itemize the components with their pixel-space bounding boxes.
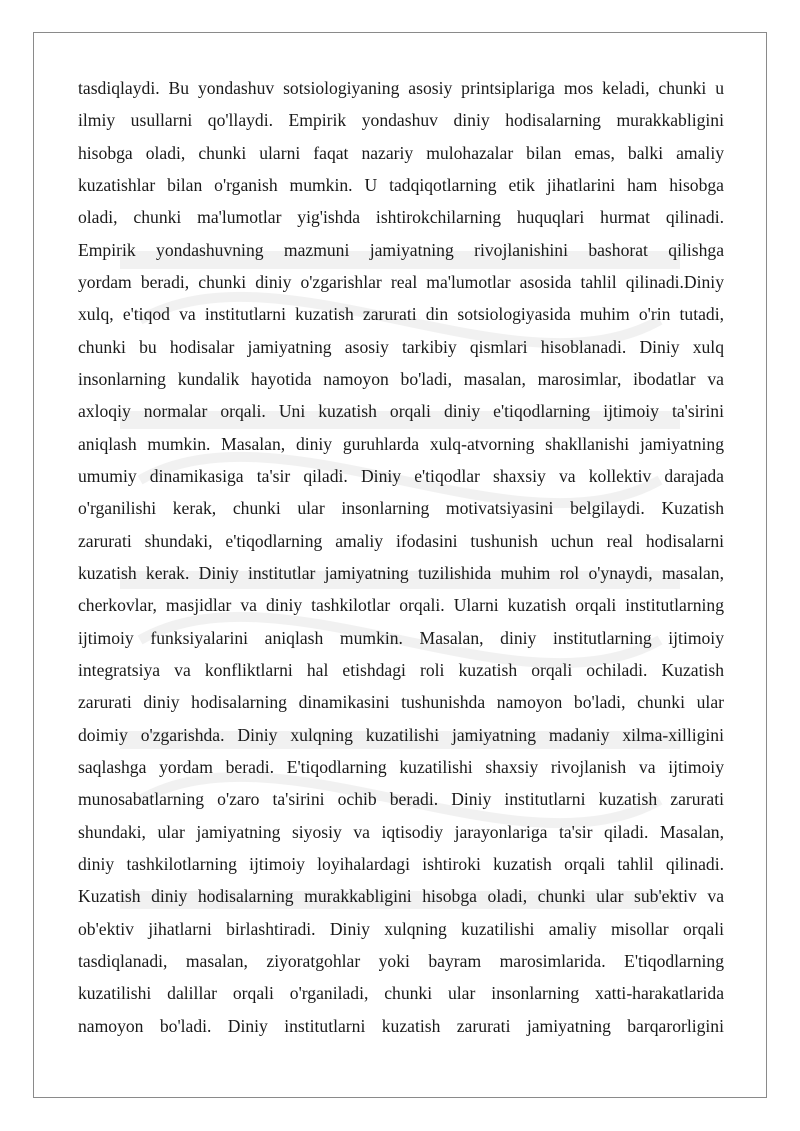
text-line: Empirik yondashuvning mazmuni jamiyatning rivojlanishini bashorat qilishga (78, 239, 724, 260)
document-body (78, 72, 724, 1042)
text-line: kuzatilishi dalillar orqali o'rganiladi, chunki ular insonlarning xatti-harakatlarida (78, 983, 724, 1004)
text-line: diniy tashkilotlarning ijtimoiy loyihalardagi ishtiroki kuzatish orqali tahlil qilinadi. (78, 853, 724, 874)
text-line: zarurati shundaki, e'tiqodlarning amaliy ifodasini tushunish uchun real hodisalarni (78, 530, 724, 551)
text-line: yordam beradi, chunki diniy o'zgarishlar real ma'lumotlar asosida tahlil qilinadi.Diniy (78, 271, 724, 292)
text-line: oladi, chunki ma'lumotlar yig'ishda ishtirokchilarning huquqlari hurmat qilinadi. (78, 207, 724, 228)
text-line: munosabatlarning o'zaro ta'sirini ochib beradi. Diniy institutlarni kuzatish zarurati (78, 789, 724, 810)
text-line: o'rganilishi kerak, chunki ular insonlarning motivatsiyasini belgilaydi. Kuzatish (78, 498, 724, 519)
text-line: tasdiqlaydi. Bu yondashuv sotsiologiyaning asosiy printsiplariga mos keladi, chunki u (78, 78, 724, 98)
text-line: shundaki, ular jamiyatning siyosiy va iqtisodiy jarayonlariga ta'sir qiladi. Masalan, (78, 821, 724, 842)
text-line: kuzatishlar bilan o'rganish mumkin. U tadqiqotlarning etik jihatlarini ham hisobga (78, 174, 724, 195)
text-line: hisobga oladi, chunki ularni faqat nazariy mulohazalar bilan emas, balki amaliy (78, 142, 724, 163)
text-line: zarurati diniy hodisalarning dinamikasini tushunishda namoyon bo'ladi, chunki ular (78, 692, 724, 713)
text-line: cherkovlar, masjidlar va diniy tashkilotlar orqali. Ularni kuzatish orqali institutlarning (78, 595, 724, 616)
text-line: ilmiy usullarni qo'llaydi. Empirik yondashuv diniy hodisalarning murakkabligini (78, 110, 724, 131)
text-line: integratsiya va konfliktlarni hal etishdagi roli kuzatish orqali ochiladi. Kuzatish (78, 659, 724, 680)
text-line: axloqiy normalar orqali. Uni kuzatish orqali diniy e'tiqodlarning ijtimoiy ta'sirini (78, 401, 724, 422)
text-line: chunki bu hodisalar jamiyatning asosiy tarkibiy qismlari hisoblanadi. Diniy xulq (78, 336, 724, 357)
text-line: doimiy o'zgarishda. Diniy xulqning kuzatilishi jamiyatning madaniy xilma-xilligini (78, 724, 724, 745)
text-line: tasdiqlanadi, masalan, ziyoratgohlar yoki bayram marosimlarida. E'tiqodlarning (78, 950, 724, 971)
text-line: aniqlash mumkin. Masalan, diniy guruhlarda xulq-atvorning shakllanishi jamiyatning (78, 433, 724, 454)
text-line: insonlarning kundalik hayotida namoyon bo'ladi, masalan, marosimlar, ibodatlar va (78, 368, 724, 389)
text-line: ob'ektiv jihatlarni birlashtiradi. Diniy xulqning kuzatilishi amaliy misollar orqali (78, 918, 724, 939)
text-line: namoyon bo'ladi. Diniy institutlarni kuzatish zarurati jamiyatning barqarorligini (78, 1015, 724, 1036)
text-line: umumiy dinamikasiga ta'sir qiladi. Diniy e'tiqodlar shaxsiy va kollektiv darajada (78, 465, 724, 486)
text-line: ijtimoiy funksiyalarini aniqlash mumkin. Masalan, diniy institutlarning ijtimoiy (78, 627, 724, 648)
text-line: kuzatish kerak. Diniy institutlar jamiyatning tuzilishida muhim rol o'ynaydi, masalan, (78, 562, 724, 583)
text-line: xulq, e'tiqod va institutlarni kuzatish zarurati din sotsiologiyasida muhim o'rin tutadi, (78, 304, 724, 325)
text-line: saqlashga yordam beradi. E'tiqodlarning kuzatilishi shaxsiy rivojlanish va ijtimoiy (78, 756, 724, 777)
text-line: Kuzatish diniy hodisalarning murakkabligini hisobga oladi, chunki ular sub'ektiv va (78, 886, 724, 907)
